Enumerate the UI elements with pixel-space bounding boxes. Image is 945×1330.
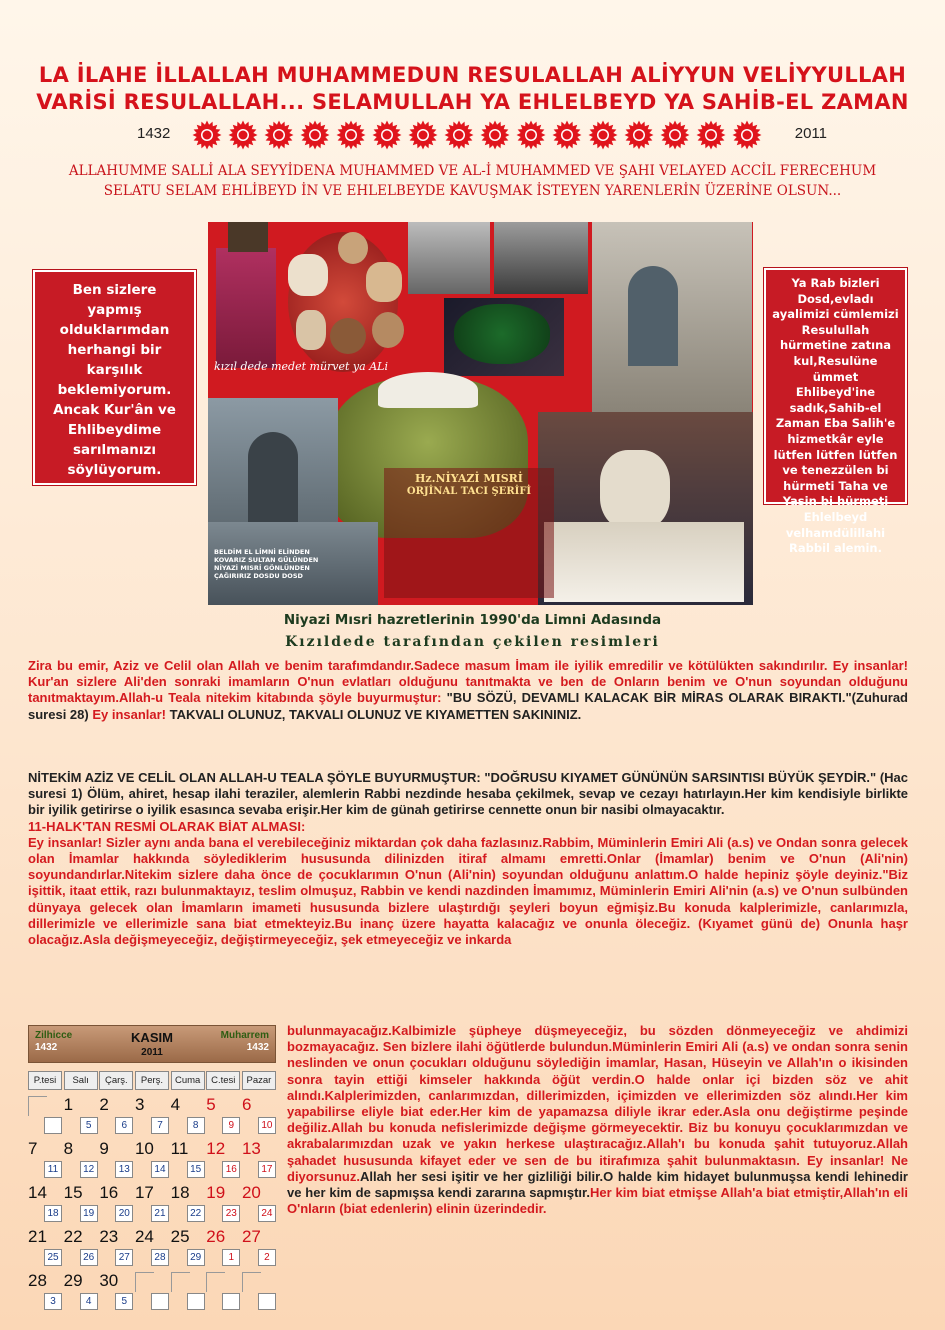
hijri-day: 24 xyxy=(258,1205,276,1222)
gregorian-day: 3 xyxy=(134,1095,145,1114)
calendar-day xyxy=(28,1228,62,1266)
photo-caption-2: Kızıldede tarafından çekilen resimleri xyxy=(285,634,660,650)
calendar-day xyxy=(28,1184,62,1222)
calendar-week xyxy=(28,1228,276,1266)
gregorian-day: 13 xyxy=(241,1139,261,1158)
calendar-day xyxy=(28,1272,62,1310)
hijri-day: 2 xyxy=(258,1249,276,1266)
gregorian-day: 29 xyxy=(63,1271,83,1290)
p2-part-a: NİTEKİM AZİZ VE CELİL OLAN ALLAH-U TEALA ŞÖYLE BUYURMUŞTUR: "DOĞRUSU KIYAMET GÜNÜNÜN SARSINTISI BÜYÜK ŞEYDİR." (Hac suresi 1) Ölüm, ahiret, hesap ilahi teraziler, alemlerin Rabbi nezdinde hesaba çekilmek, sevap ve cezayı hatırlayın.Her kim kendisiyle birlikte bir iyilik getirirse o iyilik esasınca sevaba erişir.Her kim de günah getirirse cennette onun bir nasibi olmayacaktır. xyxy=(28,770,908,818)
gregorian-day: 16 xyxy=(99,1183,119,1202)
body-paragraph-2 xyxy=(28,770,908,948)
gregorian-day: 6 xyxy=(241,1095,252,1114)
calendar-day xyxy=(135,1096,169,1134)
sun-ornament-icon xyxy=(552,120,582,150)
years-row xyxy=(137,120,827,150)
gregorian-day: 5 xyxy=(206,1095,216,1114)
hijri-day: 25 xyxy=(44,1249,62,1266)
calendar-empty-cell xyxy=(242,1272,276,1310)
gregorian-day: 23 xyxy=(99,1227,119,1246)
hijri-day: 6 xyxy=(115,1117,133,1134)
hijri-day: 29 xyxy=(187,1249,205,1266)
sun-ornament-icon xyxy=(588,120,618,150)
gregorian-day: 28 xyxy=(28,1271,47,1290)
sun-ornament-icon xyxy=(732,120,762,150)
calendar-day xyxy=(99,1140,133,1178)
photo-collage xyxy=(208,222,753,605)
photo-taj-top xyxy=(378,372,478,408)
hijri-day: 16 xyxy=(222,1161,240,1178)
taj-title-1: Hz.NİYAZİ MISRİ xyxy=(415,472,523,485)
photo-men-seated xyxy=(544,522,744,602)
empty-box xyxy=(206,1272,225,1292)
calendar-day xyxy=(64,1140,98,1178)
p1-part-d: TAKVALI OLUNUZ, TAKVALI OLUNUZ VE KIYAMETTEN SAKININIZ. xyxy=(169,706,582,722)
hijri-day: 10 xyxy=(258,1117,276,1134)
calendar-empty-cell xyxy=(171,1272,205,1310)
collage-script-caption: kızıl dede medet mürvet ya ALi xyxy=(214,360,388,373)
sun-ornament-icon xyxy=(660,120,690,150)
hijri-day: 1 xyxy=(222,1249,240,1266)
hijri-day: 27 xyxy=(115,1249,133,1266)
calendar-day xyxy=(242,1096,276,1134)
calendar-day xyxy=(135,1140,169,1178)
calendar-month: KASIM xyxy=(131,1030,173,1045)
hijri-day: 13 xyxy=(115,1161,133,1178)
gregorian-day: 15 xyxy=(63,1183,83,1202)
calendar-day xyxy=(206,1184,240,1222)
calendar-week xyxy=(28,1140,276,1178)
taj-title-2: ORJİNAL TACI ŞERİFİ xyxy=(406,486,532,497)
calendar-day xyxy=(99,1096,133,1134)
hijri-day: 28 xyxy=(151,1249,169,1266)
gregorian-day: 14 xyxy=(28,1183,47,1202)
weekday-0: P.tesi xyxy=(28,1071,62,1090)
empty-hijri-box xyxy=(187,1293,205,1310)
gregorian-day: 7 xyxy=(28,1139,38,1158)
gregorian-day: 9 xyxy=(99,1139,109,1158)
empty-box xyxy=(171,1272,190,1292)
calendar-grid xyxy=(28,1096,276,1310)
calendar-header xyxy=(28,1025,276,1063)
year-right: 2011 xyxy=(794,125,827,142)
empty-box xyxy=(242,1272,261,1292)
p3-part-a: bulunmayacağız.Kalbimizle şüpheye düşmeyeceğiz, bu sözden dönmeyeceğiz ve ahdimizi bozmayacağız. Sen bizlere ilahi öğütlerde bulundun.Müminlerin Emiri Ali (a.s) ve ondan sonra senin neslinden ve onun çocukları olduğunu söylediğin imamlar, Hasan, Hüseyin ve Allah'ın o ikisinden sonra tayin ettiği kimseler hakkında öğüt verdin.O halde onlar içi bizden söz ve ahit alındı.Kalplerimizden, canlarımızdan, dillerimizden, içimizden ve ellerimizden söz alındı.Her kim yapabilirse eliyle biat eder.Her kim de yapamazsa diliyle ikrar eder.Asla onu değiştirme peşinde değiliz.Allah bu konuda nefislerimizde değişme görmeyecektir. Biz bu konuyu çocuklarımızdan ve akrabalarımızdan uzak ve yakın herkese ulaştıracağız.Allah'ı bu konuda şahit tutuyoruz.Allah şahadet hususunda kifayet eder ve sen de bu itirafımıza şahit bulunmaktasın. Ey insanlar! Ne diyorsunuz. xyxy=(287,1023,908,1184)
hijri-day: 14 xyxy=(151,1161,169,1178)
year-left: 1432 xyxy=(137,125,171,142)
sun-ornament-icon xyxy=(300,120,330,150)
photo-bearded-man xyxy=(600,450,670,530)
calendar-day xyxy=(28,1140,62,1178)
empty-hijri-box xyxy=(151,1293,169,1310)
photo-arched-door-right xyxy=(628,266,678,366)
p3-part-c: Her kim biat etmişse Allah'a biat etmiştir,Allah'ın eli O'nların (biat edenlerin) elinin üzerindedir. xyxy=(287,1185,908,1217)
header-line-2: VARİSİ RESULALLAH... SELAMULLAH YA EHLELBEYD YA SAHİB-EL ZAMAN xyxy=(36,90,909,114)
calendar-week xyxy=(28,1184,276,1222)
hijri-day: 8 xyxy=(187,1117,205,1134)
gregorian-day: 10 xyxy=(134,1139,154,1158)
hijri-day: 11 xyxy=(44,1161,62,1178)
sun-ornament-row xyxy=(192,120,762,150)
calendar-week xyxy=(28,1096,276,1134)
hijri-day: 5 xyxy=(80,1117,98,1134)
calendar-year: 2011 xyxy=(141,1047,163,1058)
hijri-left-month: Zilhicce xyxy=(35,1030,73,1041)
calendar-day xyxy=(206,1096,240,1134)
right-prayer-text: Ya Rab bizleri Dosd,evladı ayalimizi cümlemizi Resulullah hürmetine zatına kul,Resulüne ümmet Ehlibeyd'ine sadık,Sahib-el Zaman Eba Salih'e hizmetkâr eyle lütfen lütfen lütfen ve tenezzülen bi hürmeti Taha ve Yasin bi hürmeti Ehlelbeyd velhamdülillahi Rabbil alemin. xyxy=(772,276,899,556)
hijri-day: 4 xyxy=(80,1293,98,1310)
gregorian-day: 25 xyxy=(170,1227,190,1246)
calendar-empty-cell xyxy=(28,1096,62,1134)
calendar-day xyxy=(206,1228,240,1266)
calendar-day xyxy=(99,1272,133,1310)
p1-part-c: Ey insanlar! xyxy=(88,706,170,722)
photo-portrait-top xyxy=(228,222,268,252)
calendar-week xyxy=(28,1272,276,1310)
photo-portrait-pink xyxy=(216,248,276,368)
gregorian-day: 30 xyxy=(99,1271,119,1290)
photo-man-face-6 xyxy=(296,310,326,350)
calendar-day xyxy=(171,1228,205,1266)
salawat-line-2: SELATU SELAM EHLİBEYD İN VE EHLELBEYDE KAVUŞMAK İSTEYEN YARENLERİN ÜZERİNE OLSUN... xyxy=(103,183,842,199)
sun-ornament-icon xyxy=(192,120,222,150)
collage-small-caption: BELDİM EL LİMNİ ELİNDEN KOVARIZ SULTAN GÜLÜNDEN NİYAZİ MISRİ GÖNLÜNDEN ÇAĞIRIRIZ DOSDU DOSD xyxy=(214,548,319,580)
p1-part-b: "BU SÖZÜ, DEVAMLI KALACAK BİR MİRAS OLARAK BIRAKTI."(Zuhurad suresi 28) xyxy=(28,690,908,722)
gregorian-day: 17 xyxy=(134,1183,154,1202)
empty-hijri-box xyxy=(258,1293,276,1310)
calendar-day xyxy=(171,1140,205,1178)
gregorian-day: 2 xyxy=(99,1095,109,1114)
body-paragraph-3 xyxy=(287,1023,908,1217)
empty-hijri-box xyxy=(222,1293,240,1310)
calendar-day xyxy=(64,1096,98,1134)
calendar-day xyxy=(64,1228,98,1266)
empty-box xyxy=(135,1272,154,1292)
hijri-day: 23 xyxy=(222,1205,240,1222)
photo-man-face-3 xyxy=(338,232,368,264)
gregorian-day: 11 xyxy=(170,1139,189,1158)
gregorian-day: 12 xyxy=(206,1139,226,1158)
hijri-day: 17 xyxy=(258,1161,276,1178)
salawat-line-1: ALLAHUMME SALLİ ALA SEYYİDENA MUHAMMED VE AL-İ MUHAMMED VE ŞAHI VELAYED ACCİL FERECEHUM xyxy=(68,163,877,179)
sun-ornament-icon xyxy=(480,120,510,150)
empty-hijri-box xyxy=(44,1117,62,1134)
calendar-day xyxy=(99,1184,133,1222)
calendar-day xyxy=(64,1272,98,1310)
sun-ornament-icon xyxy=(228,120,258,150)
hijri-day: 3 xyxy=(44,1293,62,1310)
gregorian-day: 24 xyxy=(134,1227,154,1246)
hijri-right-month: Muharrem xyxy=(220,1030,269,1041)
photo-caption-1: Niyazi Mısri hazretlerinin 1990'da Limni Adasında xyxy=(283,612,662,628)
calendar-day xyxy=(242,1228,276,1266)
hijri-day: 19 xyxy=(80,1205,98,1222)
calendar-day xyxy=(135,1184,169,1222)
left-quote-box xyxy=(33,270,196,485)
hijri-day: 21 xyxy=(151,1205,169,1222)
gregorian-day: 27 xyxy=(241,1227,261,1246)
hijri-day: 20 xyxy=(115,1205,133,1222)
calendar-empty-cell xyxy=(206,1272,240,1310)
hijri-day: 12 xyxy=(80,1161,98,1178)
gregorian-day: 8 xyxy=(63,1139,74,1158)
weekday-4: Cuma xyxy=(171,1071,205,1090)
sun-ornament-icon xyxy=(264,120,294,150)
sun-ornament-icon xyxy=(516,120,546,150)
gregorian-day: 1 xyxy=(63,1095,74,1114)
calendar-day xyxy=(64,1184,98,1222)
body-paragraph-1 xyxy=(28,658,908,723)
sun-ornament-icon xyxy=(372,120,402,150)
hijri-day: 9 xyxy=(222,1117,240,1134)
right-prayer-box xyxy=(764,268,907,556)
calendar-day xyxy=(135,1228,169,1266)
gregorian-day: 18 xyxy=(170,1183,190,1202)
empty-box xyxy=(28,1096,47,1116)
hijri-right-year: 1432 xyxy=(246,1042,269,1053)
hijri-day: 26 xyxy=(80,1249,98,1266)
weekday-5: C.tesi xyxy=(206,1071,240,1090)
hijri-day: 7 xyxy=(151,1117,169,1134)
gregorian-day: 22 xyxy=(63,1227,83,1246)
header-line-1: LA İLAHE İLLALLAH MUHAMMEDUN RESULALLAH ALİYYUN VELİYYULLAH xyxy=(38,63,907,87)
calendar-day xyxy=(242,1184,276,1222)
photo-house xyxy=(408,222,490,294)
calendar-day xyxy=(99,1228,133,1266)
left-quote-text: Ben sizlere yapmış olduklarımdan herhangi bir karşılık beklemiyorum. Ancak Kur'ân ve Ehlibeydime sarılmanızı söylüyorum. xyxy=(53,282,176,478)
calendar xyxy=(28,1025,276,1316)
sun-ornament-icon xyxy=(444,120,474,150)
sun-ornament-icon xyxy=(696,120,726,150)
weekday-3: Perş. xyxy=(135,1071,169,1090)
gregorian-day: 19 xyxy=(206,1183,226,1202)
gregorian-day: 21 xyxy=(28,1227,47,1246)
photo-green-cloth xyxy=(454,304,550,364)
photo-man-beard-1 xyxy=(288,254,328,296)
weekday-2: Çarş. xyxy=(99,1071,133,1090)
photo-old-ruins xyxy=(494,222,588,294)
calendar-empty-cell xyxy=(135,1272,169,1310)
gregorian-day: 20 xyxy=(241,1183,261,1202)
weekday-1: Salı xyxy=(64,1071,98,1090)
hijri-day: 18 xyxy=(44,1205,62,1222)
hijri-left-year: 1432 xyxy=(35,1042,58,1053)
hijri-day: 15 xyxy=(187,1161,205,1178)
photo-man-beard-2 xyxy=(366,262,402,302)
gregorian-day: 26 xyxy=(206,1227,226,1246)
calendar-day xyxy=(206,1140,240,1178)
photo-man-face-5 xyxy=(372,312,404,348)
calendar-day xyxy=(171,1096,205,1134)
hijri-day: 5 xyxy=(115,1293,133,1310)
sun-ornament-icon xyxy=(624,120,654,150)
sun-ornament-icon xyxy=(408,120,438,150)
photo-man-face-4 xyxy=(330,318,366,354)
calendar-weekdays xyxy=(28,1071,276,1090)
p1-part-a: Zira bu emir, Aziz ve Celil olan Allah ve benim tarafımdandır.Sadece masum İmam ile iyilik emredilir ve kötülükten sakındırılır. Ey insanlar! Kur'an sizlere Ali'den sonraki imamların O'nun evlatları olduğunu tanıtmakta ve ben de Onların benim ve O'nun soyundan olduğunu tanıtmaktayım.Allah-u Teala nitekim kitabında şöyle buyurmuştur: xyxy=(28,658,908,706)
sun-ornament-icon xyxy=(336,120,366,150)
calendar-day xyxy=(242,1140,276,1178)
p2-section-heading: 11-HALK'TAN RESMİ OLARAK BİAT ALMASI: xyxy=(28,818,306,834)
hijri-day: 22 xyxy=(187,1205,205,1222)
p2-part-b: Ey insanlar! Sizler aynı anda bana el verebileceğiniz miktardan çok daha fazlasınız.Rabbim, Müminlerin Emiri Ali (a.s) ve Ondan sonra gelecek olan İmamlar hakkında söylediklerim hususunda dilinizden itiraf almamı emretti.Onlar (İmamlar) benim ve O'nun (Ali'nin) soyundandırlar.Nitekim sizlere daha önce de çocuklarımın O'nun (Ali'nin) soyundan olduğunu anlattım.O halde hepiniz şöyle deyiniz."Biz işittik, itaat ettik, razı bulunmaktayız, teslim olmuşuz, Rabbin ve kendi nazdinden İmamımız, Müminlerin Emiri Ali'nin (a.s) ve O'nun sulbünden dünyaya gelecek olan İmamların imameti hususunda bizlere ulaştırdığı şeyleri boyun eğmişiz.Bu konuda kalplerimizle, canlarımızla, dillerimizle ve ellerimizle sana biat etmekteyiz.Bu inanç üzere hayatta kalacağız ve onunla öleceğiz. (Kıyamet günü de) Onunla haşr olacağız.Asla değişmeyeceğiz, değiştirmeyeceğiz, şek etmeyeceğiz ve inkarda xyxy=(28,834,908,948)
calendar-day xyxy=(171,1184,205,1222)
gregorian-day: 4 xyxy=(170,1095,181,1114)
p3-part-b: Allah her sesi işitir ve her gizliliği bilir.O halde kim hidayet bulunmuşsa kendi lehinedir ve her kim de sapmışsa kendi zararına sapmıştır. xyxy=(287,1168,908,1201)
weekday-6: Pazar xyxy=(242,1071,276,1090)
